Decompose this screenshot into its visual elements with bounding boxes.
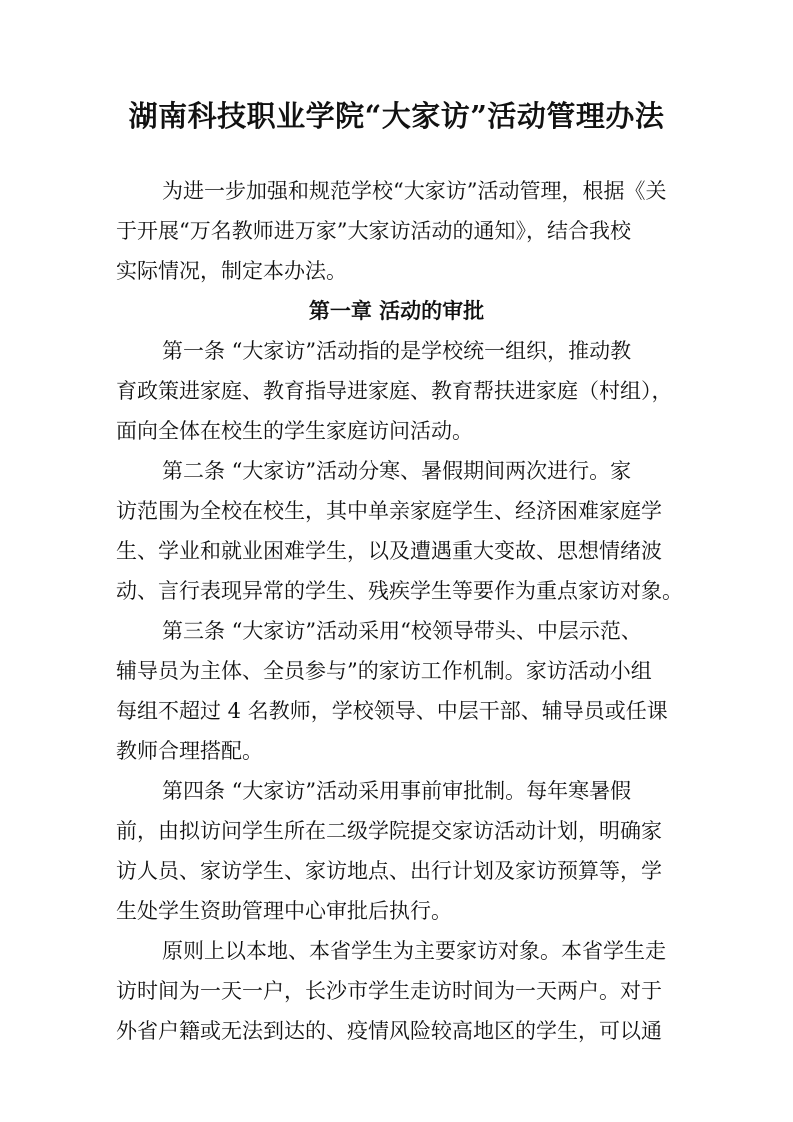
intro-line-1: 为进一步加强和规范学校“大家访”活动管理，根据《关 <box>162 179 667 203</box>
document-title: 湖南科技职业学院“大家访”活动管理办法 <box>128 99 665 133</box>
article2-line-3: 生、学业和就业困难学生，以及遭遇重大变故、思想情绪波 <box>116 539 662 563</box>
intro-line-3: 实际情况，制定本办法。 <box>116 259 347 283</box>
intro-line-2: 于开展“万名教师进万家”大家访活动的通知》，结合我校 <box>116 219 631 243</box>
principle-line-2: 访时间为一天一户，长沙市学生走访时间为一天两户。对于 <box>116 979 662 1003</box>
article1-line-3: 面向全体在校生的学生家庭访问活动。 <box>116 419 473 443</box>
article2-line-4: 动、言行表现异常的学生、残疾学生等要作为重点家访对象。 <box>116 579 683 603</box>
article3-line-2: 辅导员为主体、全员参与”的家访工作机制。家访活动小组 <box>116 659 652 683</box>
article4-line-4: 生处学生资助管理中心审批后执行。 <box>116 899 452 923</box>
article4-line-3: 访人员、家访学生、家访地点、出行计划及家访预算等，学 <box>116 859 662 883</box>
article4-line-2: 前，由拟访问学生所在二级学院提交家访活动计划，明确家 <box>116 819 662 843</box>
principle-line-1: 原则上以本地、本省学生为主要家访对象。本省学生走 <box>162 939 666 963</box>
chapter-heading: 第一章 活动的审批 <box>308 299 485 323</box>
article1-line-2: 育政策进家庭、教育指导进家庭、教育帮扶进家庭（村组）， <box>116 379 673 403</box>
article2-line-2: 访范围为全校在校生，其中单亲家庭学生、经济困难家庭学 <box>116 499 662 523</box>
article2-line-1: 第二条 “大家访”活动分寒、暑假期间两次进行。家 <box>162 459 632 483</box>
article3-line-3: 每组不超过 4 名教师，学校领导、中层干部、辅导员或任课 <box>116 699 668 723</box>
principle-line-3: 外省户籍或无法到达的、疫情风险较高地区的学生，可以通 <box>116 1019 662 1043</box>
article3-line-1: 第三条 “大家访”活动采用“校领导带头、中层示范、 <box>162 619 642 643</box>
article4-line-1: 第四条 “大家访”活动采用事前审批制。每年寒暑假 <box>162 779 632 803</box>
article1-line-1: 第一条 “大家访”活动指的是学校统一组织，推动教 <box>162 339 632 363</box>
article3-line-4: 教师合理搭配。 <box>116 739 263 763</box>
